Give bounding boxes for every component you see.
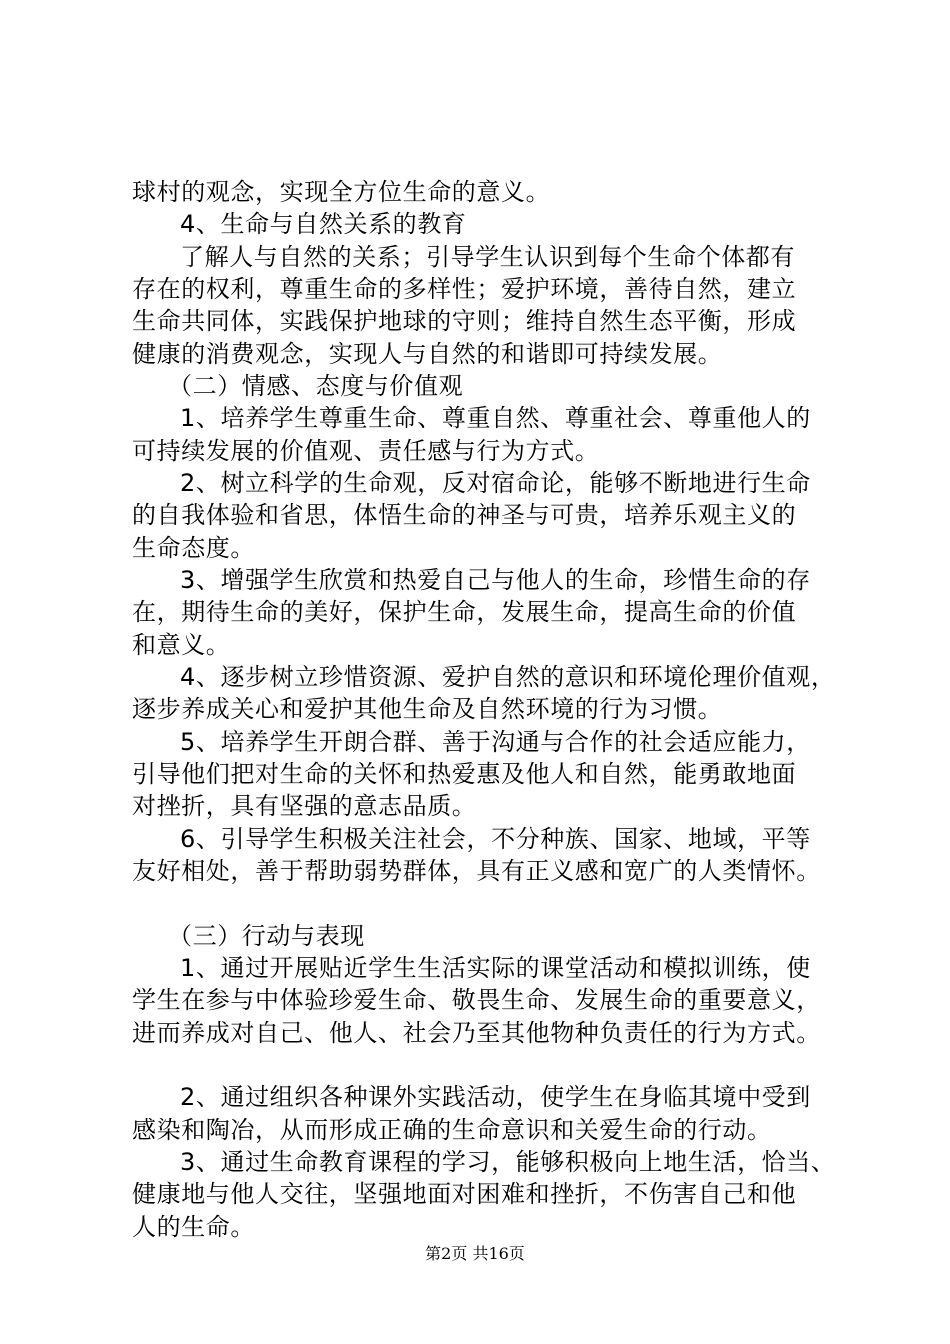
paragraph-line: 3、增强学生欣赏和热爱自己与他人的生命，珍惜生命的存 bbox=[180, 566, 811, 594]
paragraph-line: 球村的观念，实现全方位生命的意义。 bbox=[132, 178, 551, 206]
paragraph-line: 5、培养学生开朗合群、善于沟通与合作的社会适应能力， bbox=[180, 728, 811, 756]
paragraph-line: 的自我体验和省思，体悟生命的神圣与可贵，培养乐观主义的 bbox=[132, 501, 797, 529]
paragraph-line: 健康的消费观念，实现人与自然的和谐即可持续发展。 bbox=[132, 340, 723, 368]
paragraph-line: 存在的权利，尊重生命的多样性；爱护环境，善待自然，建立 bbox=[132, 275, 797, 303]
paragraph-line: 和意义。 bbox=[132, 631, 231, 659]
paragraph-line: 1、通过开展贴近学生生活实际的课堂活动和模拟训练，使 bbox=[180, 954, 811, 982]
paragraph-line: 健康地与他人交往，坚强地面对困难和挫折，不伤害自己和他 bbox=[132, 1180, 797, 1208]
paragraph-line: 了解人与自然的关系；引导学生认识到每个生命个体都有 bbox=[180, 243, 795, 271]
paragraph-line: 感染和陶冶，从而形成正确的生命意识和关爱生命的行动。 bbox=[132, 1116, 772, 1144]
paragraph-line: 生命态度。 bbox=[132, 534, 255, 562]
paragraph-line: 6、引导学生积极关注社会，不分种族、国家、地域，平等 bbox=[180, 825, 811, 853]
section-heading: （三）行动与表现 bbox=[168, 922, 365, 950]
paragraph-line: 4、逐步树立珍惜资源、爱护自然的意识和环境伦理价值观， bbox=[180, 663, 836, 691]
paragraph-line: 进而养成对自己、他人、社会乃至其他物种负责任的行为方式。 bbox=[132, 1019, 821, 1047]
paragraph-line: 对挫折，具有坚强的意志品质。 bbox=[132, 792, 477, 820]
paragraph-line: 3、通过生命教育课程的学习，能够积极向上地生活，恰当、 bbox=[180, 1148, 836, 1176]
paragraph-line: 逐步养成关心和爱护其他生命及自然环境的行为习惯。 bbox=[132, 695, 723, 723]
paragraph-line: 人的生命。 bbox=[132, 1213, 255, 1241]
paragraph-line: 2、树立科学的生命观，反对宿命论，能够不断地进行生命 bbox=[180, 469, 811, 497]
paragraph-line: 1、培养学生尊重生命、尊重自然、尊重社会、尊重他人的 bbox=[180, 404, 811, 432]
section-heading: 4、生命与自然关系的教育 bbox=[180, 210, 467, 238]
paragraph-line: 引导他们把对生命的关怀和热爱惠及他人和自然，能勇敢地面 bbox=[132, 760, 797, 788]
paragraph-line: 友好相处，善于帮助弱势群体，具有正义感和宽广的人类情怀。 bbox=[132, 857, 821, 885]
paragraph-line: 生命共同体，实践保护地球的守则；维持自然生态平衡，形成 bbox=[132, 307, 797, 335]
paragraph-line: 学生在参与中体验珍爱生命、敬畏生命、发展生命的重要意义， bbox=[132, 986, 821, 1014]
paragraph-line: 可持续发展的价值观、责任感与行为方式。 bbox=[132, 437, 600, 465]
paragraph-line: 在，期待生命的美好，保护生命，发展生命，提高生命的价值 bbox=[132, 598, 797, 626]
paragraph-line: 2、通过组织各种课外实践活动，使学生在身临其境中受到 bbox=[180, 1083, 811, 1111]
page-footer: 第2页 共16页 bbox=[425, 1244, 525, 1263]
section-heading: （二）情感、态度与价值观 bbox=[168, 372, 464, 400]
